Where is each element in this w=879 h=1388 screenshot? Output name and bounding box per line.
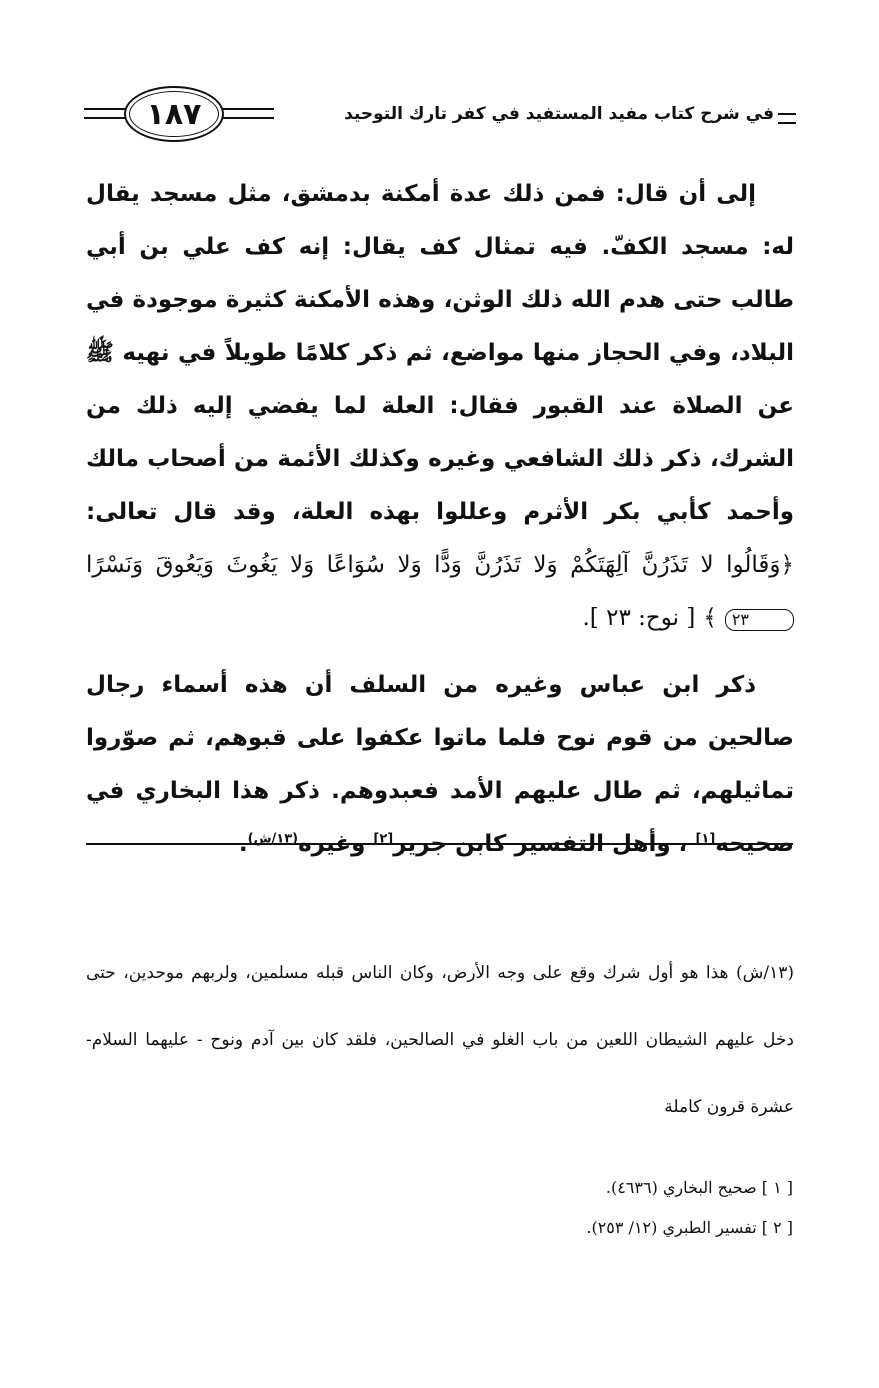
page-header — [84, 78, 796, 152]
footnote-separator — [86, 843, 793, 845]
running-title: في شرح كتاب مفيد المستفيد في كفر تارك التوحيد — [344, 104, 774, 124]
footnote-ref-2: [٢] — [373, 831, 394, 847]
paragraph-2-end: . — [238, 831, 248, 857]
footnote-1: [ ١ ] صحيح البخاري (٤٦٣٦). — [605, 1178, 793, 1197]
paragraph-2-text-c: وغيره — [298, 831, 366, 857]
paragraph-1-text: إلى أن قال: فمن ذلك عدة أمكنة بدمشق، مثل مسجد يقال له: مسجد الكفّ. فيه تمثال كف يقال: إنه كف علي بن أبي طالب حتى هدم الله ذلك الوثن، وهذه الأمكنة كثيرة موجودة في البلاد، وفي الحجاز منها مواضع، ثم ذكر كلامًا طويلاً في نهيه ﷺ عن الصلاة عند القبور فقال: العلة لما يفضي إليه ذلك من الشرك، ذكر ذلك الشافعي وغيره وكذلك الأئمة من أصحاب مالك وأحمد كأبي بكر الأثرم وعللوا بهذه العلة، وقد قال تعالى: — [86, 181, 794, 525]
quran-verse: ﴿وَقَالُوا لا تَذَرُنَّ آلِهَتَكُمْ وَلا تَذَرُنَّ وَدًّا وَلا سُوَاعًا وَلا يَغُوثَ وَيَعُوقَ وَنَسْرًا — [86, 552, 794, 578]
main-text — [86, 168, 794, 871]
footnote-ref-1: [١] — [695, 831, 716, 847]
paragraph-1 — [86, 168, 794, 645]
paragraph-2-text-b: ، وأهل التفسير كابن جرير — [393, 831, 688, 857]
header-rule-short — [778, 113, 796, 124]
footnotes — [85, 1168, 793, 1248]
paragraph-2-text-a: ذكر ابن عباس وغيره من السلف أن هذه أسماء رجال صالحين من قوم نوح فلما ماتوا عكفوا على قبوهم، ثم صوّروا تماثيلهم، ثم طال عليهم الأمد فعبدوهم. ذكر هذا البخاري في صحيحه — [86, 672, 794, 857]
quran-close-bracket: ﴾ — [703, 605, 717, 631]
page-number: ١٨٧ — [146, 96, 202, 132]
paragraph-2 — [86, 659, 794, 871]
ayah-number-ornament: ٢٣ — [725, 609, 794, 631]
commentary-note: (١٣/ش) هذا هو أول شرك وقع على وجه الأرض، وكان الناس قبله مسلمين، ولربهم موحدين، حتى دخل عليهم الشيطان اللعين من باب الغلو في الصالحين، فلقد كان بين آدم ونوح - عليهما السلام- عشرة قرون كاملة — [86, 963, 794, 1117]
commentary-note-ref: (١٣/ش) — [247, 831, 299, 847]
page-number-badge — [124, 86, 224, 142]
footnote-2: [ ٢ ] تفسير الطبري (١٢/ ٢٥٣). — [586, 1218, 793, 1237]
ayah-reference: [ نوح: ٢٣ ]. — [582, 605, 696, 631]
